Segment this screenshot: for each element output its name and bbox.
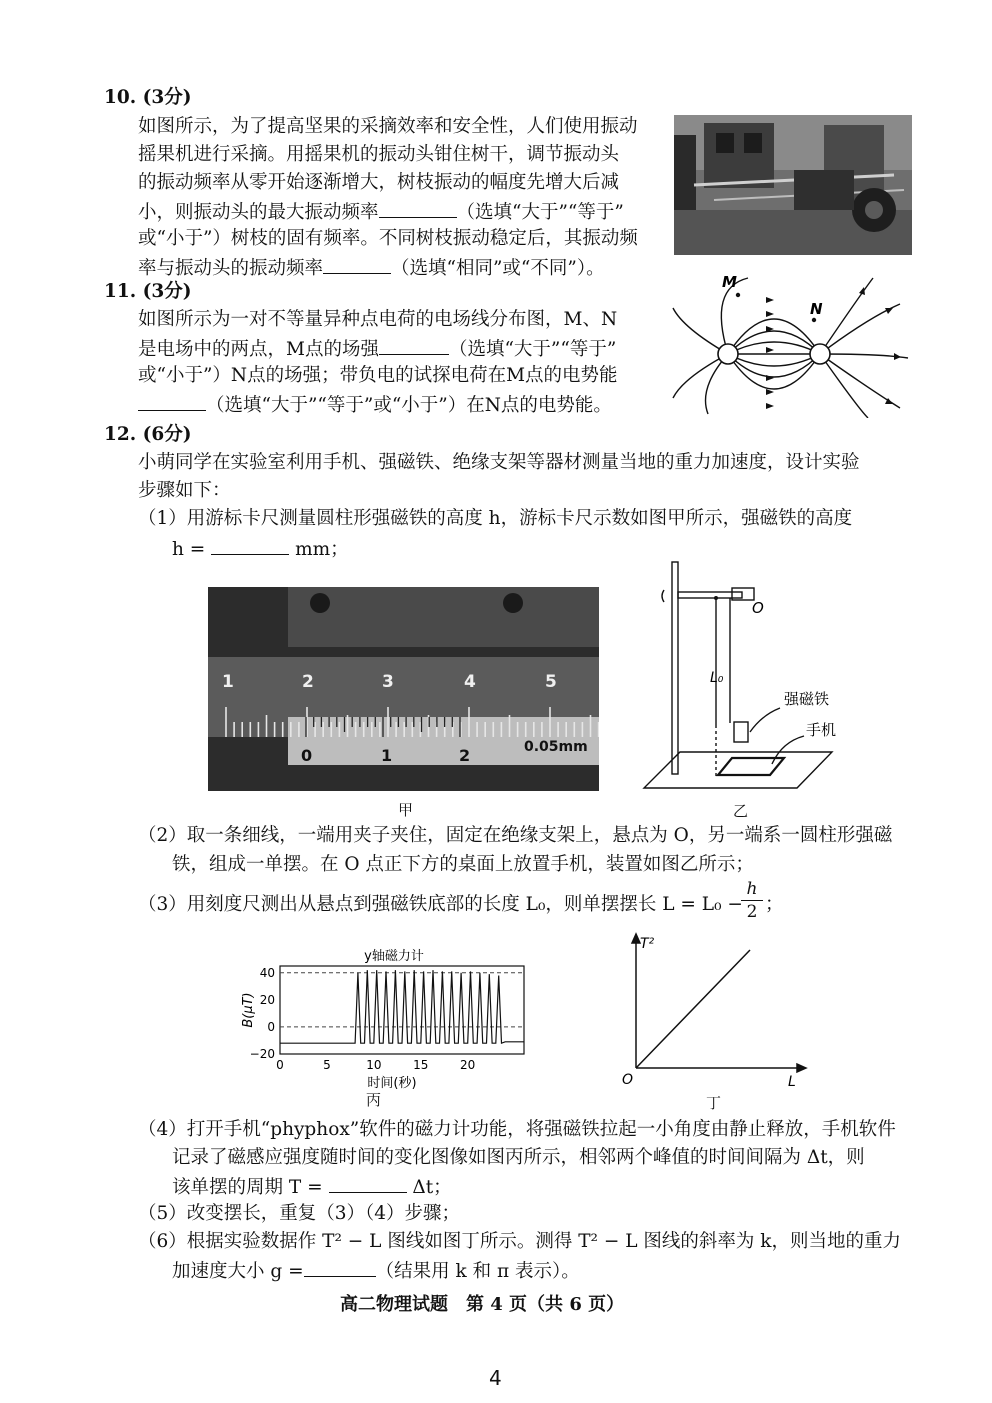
q10-line-4 <box>138 199 624 225</box>
vernier-precision: 0.05mm <box>524 739 588 755</box>
q12-step3-post: ； <box>765 894 784 915</box>
q12-blank-h[interactable] <box>211 536 289 555</box>
label-phone: 手机 <box>806 721 837 739</box>
pendulum-setup-diagram <box>632 560 852 798</box>
q10-line-6 <box>138 255 605 281</box>
q10-text-6a: 率与振动头的振动频率 <box>138 258 324 279</box>
vernier-tick-1: 1 <box>381 746 393 765</box>
main-tick-1: 1 <box>222 672 234 692</box>
q11-text-2a: 是电场中的两点，M点的场强 <box>138 339 379 360</box>
q10-line-2: 摇果机进行采摘。用摇果机的振动头钳住树干，调节振动头 <box>138 144 620 165</box>
q12-step2-a: （2）取一条细线，一端用夹子夹住，固定在绝缘支架上，悬点为 O，另一端系一圆柱形强磁 <box>138 825 893 846</box>
q12-step3-pre: （3）用刻度尺测出从悬点到强磁铁底部的长度 L₀，则单摆摆长 L = L₀ − <box>138 894 743 915</box>
mag-chart-xlabel: 时间(秒) <box>367 1076 417 1091</box>
q12-blank-t[interactable] <box>329 1174 407 1193</box>
q12-step6-b-post: （结果用 k 和 π 表示）。 <box>375 1261 580 1282</box>
q12-step1-b <box>172 536 349 562</box>
mag-chart-ylabel: B(μT) <box>241 992 256 1028</box>
point-m-label: M <box>722 273 737 291</box>
q11-blank-1[interactable] <box>379 336 449 355</box>
electric-field-diagram <box>668 268 910 418</box>
q12-step4-a: （4）打开手机“phyphox”软件的磁力计功能，将强磁铁拉起一小角度由静止释放，手机软件 <box>138 1119 896 1140</box>
q10-heading: 10. (3分) <box>104 87 192 108</box>
q12-step4-c-pre: 该单摆的周期 T = <box>172 1177 323 1198</box>
q12-step4-c-post: Δt； <box>412 1177 452 1198</box>
t2l-ylabel: T² <box>640 936 655 952</box>
caption-jia: 甲 <box>398 801 414 819</box>
q11-line-4 <box>138 392 612 418</box>
q12-step1-b-post: mm； <box>295 539 349 560</box>
caption-bing: 丙 <box>366 1091 382 1109</box>
q12-blank-g[interactable] <box>304 1258 376 1277</box>
q12-step1-a: （1）用游标卡尺测量圆柱形强磁铁的高度 h，游标卡尺示数如图甲所示，强磁铁的高度 <box>138 508 853 529</box>
tree-shaker-photo <box>674 115 912 255</box>
mag-ytick-label: −20 <box>249 1047 275 1061</box>
label-l0: L₀ <box>710 670 724 686</box>
mag-ytick-label: 0 <box>267 1019 275 1034</box>
q10-line-1: 如图所示，为了提高坚果的采摘效率和安全性，人们使用振动 <box>138 116 638 137</box>
q10-line-3: 的振动频率从零开始逐渐增大，树枝振动的幅度先增大后减 <box>138 172 620 193</box>
main-tick-5: 5 <box>545 672 557 692</box>
label-magnet: 强磁铁 <box>784 690 830 708</box>
q11-text-2b: （选填“大于”“等于” <box>448 339 617 360</box>
fraction-numerator: h <box>741 878 763 901</box>
q12-step5: （5）改变摆长，重复（3）（4）步骤； <box>138 1203 461 1224</box>
vernier-tick-0: 0 <box>301 746 313 765</box>
mag-ytick-label: 20 <box>259 992 275 1007</box>
q10-blank-2[interactable] <box>323 255 391 274</box>
main-tick-4: 4 <box>464 672 476 692</box>
q12-step6-a: （6）根据实验数据作 T² − L 图线如图丁所示。测得 T² − L 图线的斜率为 k，则当地的重力 <box>138 1231 901 1252</box>
mag-series-line <box>280 970 524 1043</box>
q10-line-5: 或“小于”）树枝的固有频率。不同树枝振动稳定后，其振动频 <box>138 228 638 249</box>
page-footer: 高二物理试题 第 4 页（共 6 页） <box>340 1294 625 1315</box>
vernier-caliper-photo <box>208 587 599 791</box>
fraction-h <box>741 878 763 923</box>
q11-blank-2[interactable] <box>138 392 206 411</box>
fraction-denominator: 2 <box>746 902 758 922</box>
q10-text-6b: （选填“相同”或“不同”）。 <box>391 258 605 279</box>
vernier-tick-2: 2 <box>459 746 471 765</box>
label-o: O <box>752 599 764 617</box>
caption-yi: 乙 <box>733 802 749 820</box>
mag-xtick-label: 15 <box>413 1058 429 1072</box>
mag-chart-title: y轴磁力计 <box>364 949 424 964</box>
q12-heading: 12. (6分) <box>104 424 192 445</box>
q12-step4-c <box>172 1174 452 1200</box>
q12-step4-b: 记录了磁感应强度随时间的变化图像如图丙所示，相邻两个峰值的时间间隔为 Δt，则 <box>172 1147 865 1168</box>
mag-ytick-label: 40 <box>259 965 275 980</box>
q12-step6-b-pre: 加速度大小 g = <box>172 1261 304 1282</box>
mag-xtick-label: 0 <box>276 1058 284 1072</box>
q11-line-2 <box>138 336 616 362</box>
q12-step2-b: 铁，组成一单摆。在 O 点正下方的桌面上放置手机，装置如图乙所示； <box>172 854 754 875</box>
mag-xtick-label: 5 <box>323 1058 331 1072</box>
main-tick-3: 3 <box>382 672 394 692</box>
t2-l-graph <box>618 928 814 1090</box>
main-tick-2: 2 <box>302 672 314 692</box>
caption-ding: 丁 <box>706 1094 722 1112</box>
q12-intro-1: 小萌同学在实验室利用手机、强磁铁、绝缘支架等器材测量当地的重力加速度，设计实验 <box>138 452 860 473</box>
q10-blank-1[interactable] <box>379 199 457 218</box>
magnetometer-chart <box>228 938 538 1108</box>
q12-intro-2: 步骤如下： <box>138 480 231 501</box>
page-number: 4 <box>489 1366 502 1390</box>
t2l-xlabel: L <box>788 1074 796 1090</box>
q10-text-4a: 小，则振动头的最大振动频率 <box>138 202 379 223</box>
t2-l-series-line <box>636 950 750 1068</box>
q12-step3 <box>138 893 743 917</box>
mag-xtick-label: 20 <box>460 1058 476 1072</box>
q11-heading: 11. (3分) <box>104 281 192 302</box>
q11-text-4: （选填“大于”“等于”或“小于”）在N点的电势能。 <box>206 395 612 416</box>
point-n-label: N <box>810 300 823 318</box>
q11-line-3: 或“小于”）N点的场强；带负电的试探电荷在M点的电势能 <box>138 365 618 386</box>
q12-step1-b-pre: h = <box>172 539 206 560</box>
q12-step6-b <box>172 1258 580 1284</box>
q11-line-1: 如图所示为一对不等量异种点电荷的电场线分布图，M、N <box>138 309 618 330</box>
mag-xtick-label: 10 <box>366 1058 382 1072</box>
t2l-origin: O <box>622 1072 634 1088</box>
q10-text-4b: （选填“大于”“等于” <box>456 202 624 223</box>
